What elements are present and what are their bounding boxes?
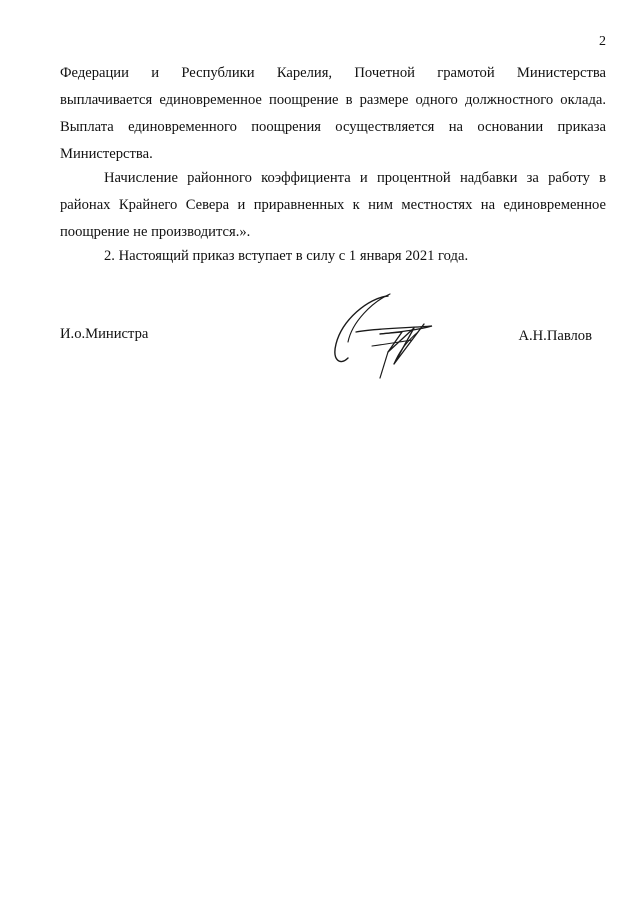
page-number: 2 xyxy=(599,34,606,49)
paragraph-awards xyxy=(60,60,606,168)
paragraph-awards-line1: Федерации и Республики Карелия, Почетной грамотой Министерства xyxy=(60,65,606,81)
signature-block xyxy=(60,318,592,398)
paragraph-effective-date-text: 2. Настоящий приказ вступает в силу с 1 января 2021 года. xyxy=(104,248,469,264)
paragraph-effective-date xyxy=(60,243,606,270)
paragraph-coefficient-text: Начисление районного коэффициента и процентной надбавки за работу в районах Крайнего Севера и приравненных к ним местностях на единовременное поощрение не производится.». xyxy=(60,170,606,240)
paragraph-coefficient xyxy=(60,165,606,246)
paragraph-awards-rest: выплачивается единовременное поощрение в размере одного должностного оклада. Выплата единовременного поощрения осуществляется на основании приказа Министерства. xyxy=(60,92,606,162)
signer-name: А.Н.Павлов xyxy=(518,328,592,344)
position-title: И.о.Министра xyxy=(60,326,149,342)
handwritten-signature xyxy=(328,292,448,382)
